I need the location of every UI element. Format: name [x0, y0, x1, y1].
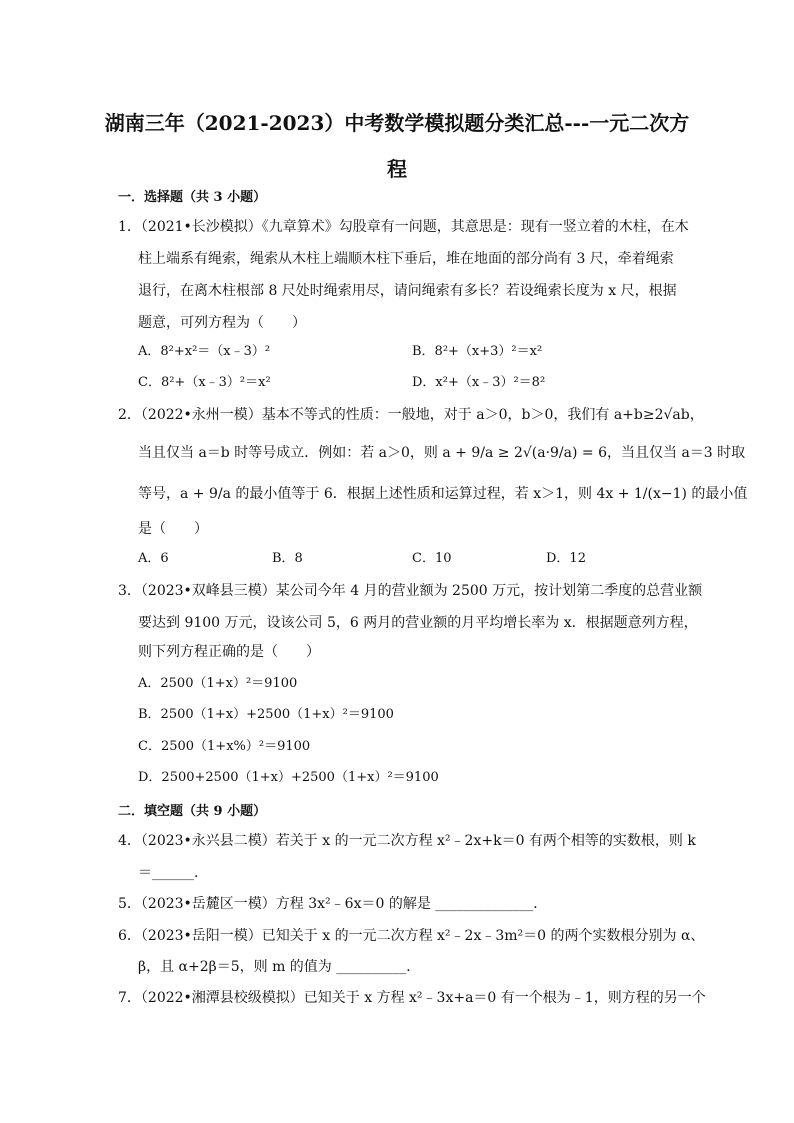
q1-option-a: A．8²+x²＝（x﹣3）²	[138, 344, 271, 359]
title-line-1: 湖南三年（2021-2023）中考数学模拟题分类汇总---一元二次方	[104, 111, 690, 135]
section-heading-fill: 二．填空题（共 9 小题）	[118, 804, 267, 819]
q2-line-3: 等号，a + 9/a 的最小值等于 6．根据上述性质和运算过程，若 x＞1，则 4x + 1/(x−1) 的最小值	[138, 486, 748, 502]
q7-line-1: 7．（2022•湘潭县校级模拟）已知关于 x 方程 x²﹣3x+a＝0 有一个根为﹣1，则方程的另一个	[118, 990, 706, 1006]
q2-option-b: B．8	[272, 551, 303, 566]
q1-line-3: 退行，在离木柱根部 8 尺处时绳索用尽，请问绳索有多长？若设绳索长度为 x 尺，根据	[138, 283, 677, 299]
q1-line-1: 1．（2021•长沙模拟）《九章算术》勾股章有一问题，其意思是：现有一竖立着的木柱，在木	[118, 219, 689, 235]
q3-line-1: 3．（2023•双峰县三模）某公司今年 4 月的营业额为 2500 万元，按计划第二季度的总营业额	[118, 583, 703, 599]
q3-option-a: A．2500（1+x）²＝9100	[138, 676, 298, 691]
q2-option-d: D．12	[546, 551, 586, 566]
page-title	[100, 100, 694, 192]
q3-option-b: B．2500（1+x）+2500（1+x）²＝9100	[138, 707, 394, 722]
q1-option-c: C．8²+（x﹣3）²＝x²	[138, 375, 271, 390]
q6-line-2: β，且 α+2β＝5，则 m 的值为 __________．	[138, 959, 421, 975]
section-heading-choice: 一．选择题（共 3 小题）	[118, 190, 267, 205]
q2-line-1: 2．（2022•永州一模）基本不等式的性质：一般地，对于 a＞0，b＞0，我们有 a+b≥2√ab，	[118, 407, 704, 423]
q2-line-4: 是（ ）	[138, 521, 208, 537]
q1-line-4: 题意，可列方程为（ ）	[138, 315, 306, 331]
q4-line-2: ＝______．	[138, 865, 208, 881]
q3-option-d: D．2500+2500（1+x）+2500（1+x）²＝9100	[138, 770, 439, 785]
q1-line-2: 柱上端系有绳索，绳索从木柱上端顺木柱下垂后，堆在地面的部分尚有 3 尺，牵着绳索	[138, 251, 674, 267]
q1-option-d: D．x²+（x﹣3）²＝8²	[412, 375, 546, 390]
title-line-2: 程	[387, 157, 407, 181]
q5-line-1: 5．（2023•岳麓区一模）方程 3x²﹣6x＝0 的解是 ______________．	[118, 896, 548, 912]
q4-line-1: 4．（2023•永兴县二模）若关于 x 的一元二次方程 x²﹣2x+k＝0 有两个相等的实数根，则 k	[118, 833, 696, 849]
q1-option-b: B．8²+（x+3）²＝x²	[412, 344, 543, 359]
q2-option-a: A．6	[138, 551, 169, 566]
q2-option-c: C．10	[412, 551, 452, 566]
q3-option-c: C．2500（1+x%）²＝9100	[138, 739, 311, 754]
q6-line-1: 6．（2023•岳阳一模）已知关于 x 的一元二次方程 x²﹣2x﹣3m²＝0 的两个实数根分别为 α、	[118, 928, 705, 944]
q3-line-2: 要达到 9100 万元，设该公司 5，6 两月的营业额的月平均增长率为 x．根据题意列方程，	[138, 615, 698, 631]
q3-line-3: 则下列方程正确的是（ ）	[138, 644, 320, 660]
q2-line-2: 当且仅当 a＝b 时等号成立．例如：若 a＞0，则 a + 9/a ≥ 2√(a·9/a) = 6，当且仅当 a＝3 时取	[138, 445, 746, 461]
